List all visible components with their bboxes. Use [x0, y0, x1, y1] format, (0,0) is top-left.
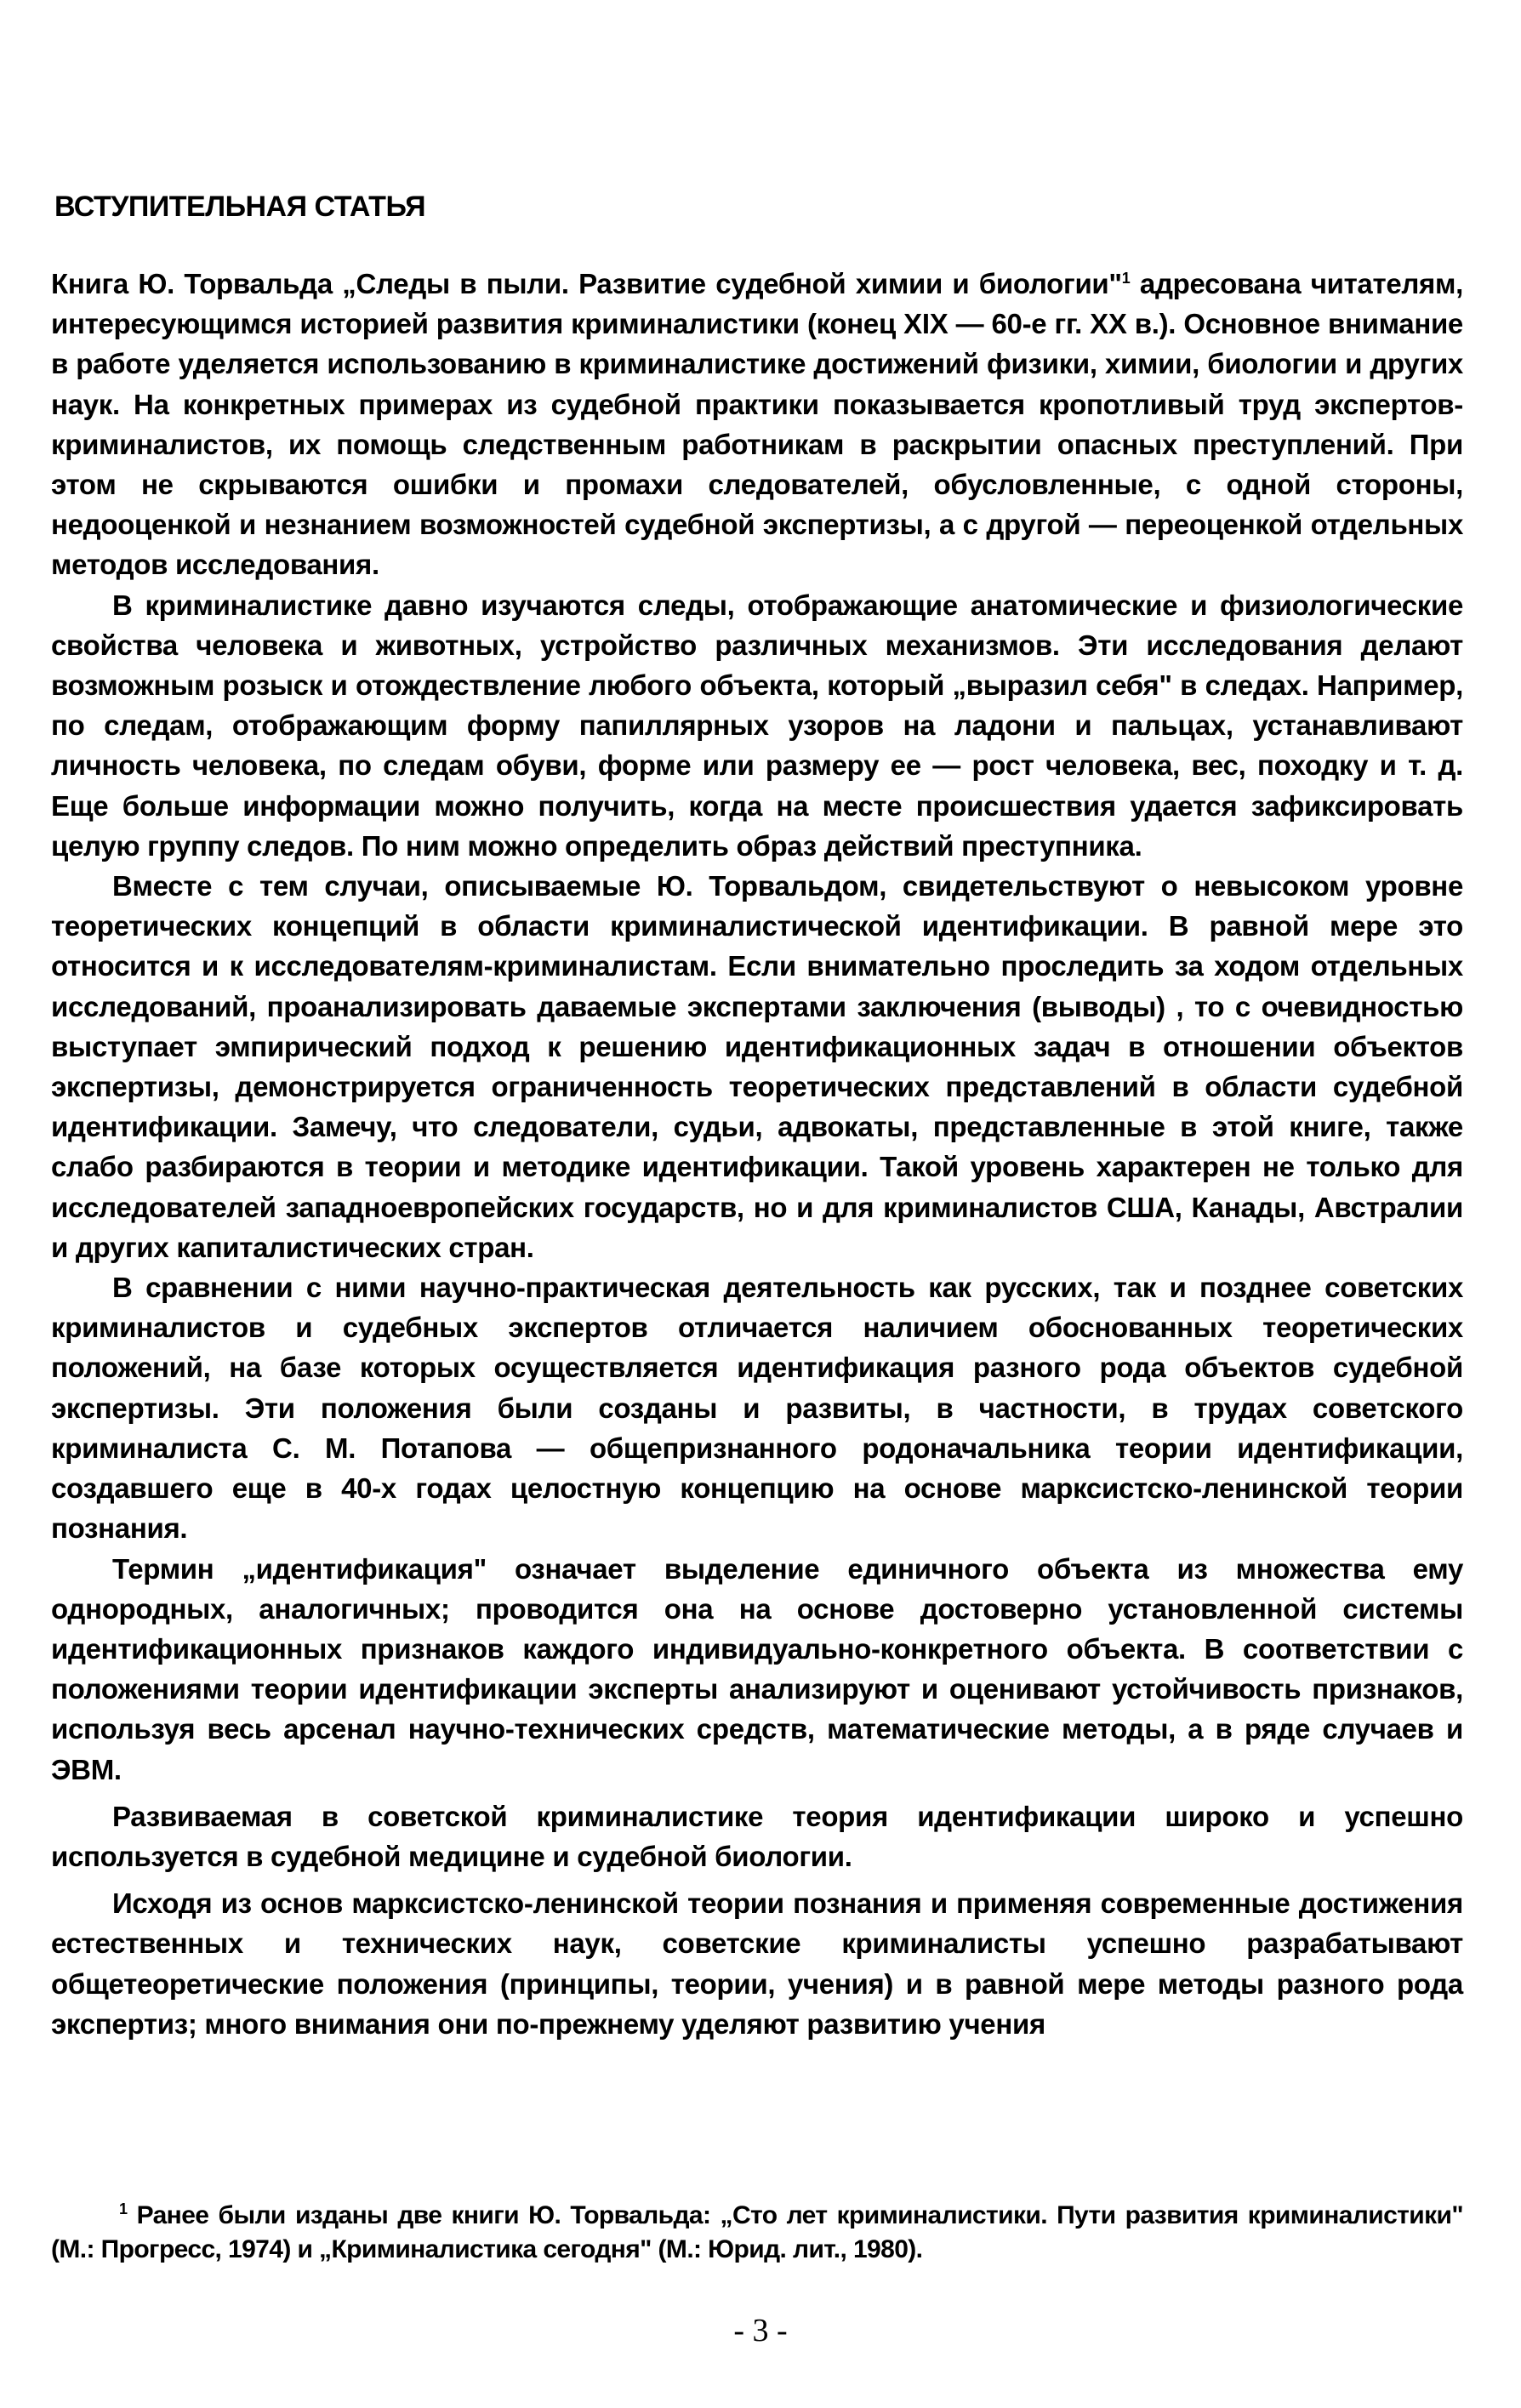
paragraph-1 — [51, 264, 1463, 585]
footnote-marker: 1 — [119, 2200, 128, 2217]
footnote-ref: 1 — [1121, 270, 1131, 287]
paragraph-4: В сравнении с ними научно-практическая деятельность как русских, так и позднее советских криминалистов и судебных экспертов отличается наличием обоснованных теоретических положений, на базе которых осуществляется идентификация разного рода объектов судебной экспертизы. Эти положения были созданы и развиты, в частности, в трудах советского криминалиста С. М. Потапова — общепризнанного родоначальника теории идентификации, создавшего еще в 40-х годах целостную концепцию на основе марксистско-ленинской теории познания. — [51, 1272, 1463, 1545]
paragraph-2: В криминалистике давно изучаются следы, отображающие анатомические и физиологические свойства человека и животных, устройство различных механизмов. Эти исследования делают возможным розыск и отождествление любого объекта, который „выразил себя" в следах. Например, по следам, отображающим форму папиллярных узоров на ладони и пальцах, устанавливают личность человека, по следам обуви, форме или размеру ее — рост человека, вес, походку и т. д. Еще больше информации можно получить, когда на месте происшествия удается зафиксировать целую группу следов. По ним можно определить образ действий преступника. — [51, 589, 1463, 862]
footnote-text: Ранее были изданы две книги Ю. Торвальда: „Сто лет криминалистики. Пути развития криминалистики" (М.: Прогресс, 1974) и „Криминалистика сегодня" (М.: Юрид. лит., 1980). — [51, 2201, 1463, 2263]
paragraph-6: Развиваемая в советской криминалистике теория идентификации широко и успешно используется в судебной медицине и судебной биологии. — [51, 1800, 1463, 1872]
paragraph-1-rest: адресована читателям, интересующимся историей развития криминалистики (конец XIX — 60-е гг. XX в.). Основное внимание в работе уделяется использованию в криминалистике достижений физики, химии, биологии и других наук. На конкретных примерах из судебной практики показывается кропотливый труд экспертов-криминалистов, их помощь следственным работникам в раскрытии опасных преступлений. При этом не скрываются ошибки и промахи следователей, обусловленные, с одной стороны, недооценкой и незнанием возможностей судебной экспертизы, а с другой — переоценкой отдельных методов исследования. — [51, 268, 1463, 581]
section-heading: ВСТУПИТЕЛЬНАЯ СТАТЬЯ — [54, 191, 426, 223]
page-number: - 3 - — [733, 2313, 788, 2348]
paragraph-3: Вместе с тем случаи, описываемые Ю. Торвальдом, свидетельствуют о невысоком уровне теоретических концепций в области криминалистической идентификации. В равной мере это относится и к исследователям-криминалистам. Если внимательно проследить за ходом отдельных исследований, проанализировать даваемые экспертами заключения (выводы) , то с очевидностью выступает эмпирический подход к решению идентификационных задач в отношении объектов экспертизы, демонстрируется ограниченность теоретических представлений в области судебной идентификации. Замечу, что следователи, судьи, адвокаты, представленные в этой книге, также слабо разбираются в теории и методике идентификации. Такой уровень характерен не только для исследователей западноевропейских государств, но и для криминалистов США, Канады, Австралии и других капиталистических стран. — [51, 870, 1463, 1263]
paragraph-5: Термин „идентификация" означает выделение единичного объекта из множества ему однородных, аналогичных; проводится она на основе достоверно установленной системы идентификационных признаков каждого индивидуально-конкретного объекта. В соответствии с положениями теории идентификации эксперты анализируют и оценивают устойчивость признаков, используя весь арсенал научно-технических средств, математические методы, а в ряде случаев и ЭВМ. — [51, 1552, 1463, 1785]
paragraph-7: Исходя из основ марксистско-ленинской теории познания и применяя современные достижения естественных и технических наук, советские криминалисты успешно разрабатывают общетеоретические положения (принципы, теории, учения) и в равной мере методы разного рода экспертиз; много внимания они по-прежнему уделяют развитию учения — [51, 1887, 1463, 2040]
paragraph-1-start: Книга Ю. Торвальда „Следы в пыли. Развитие судебной химии и биологии" — [51, 268, 1122, 299]
body-text — [51, 264, 1463, 2044]
footnote — [51, 2199, 1463, 2267]
